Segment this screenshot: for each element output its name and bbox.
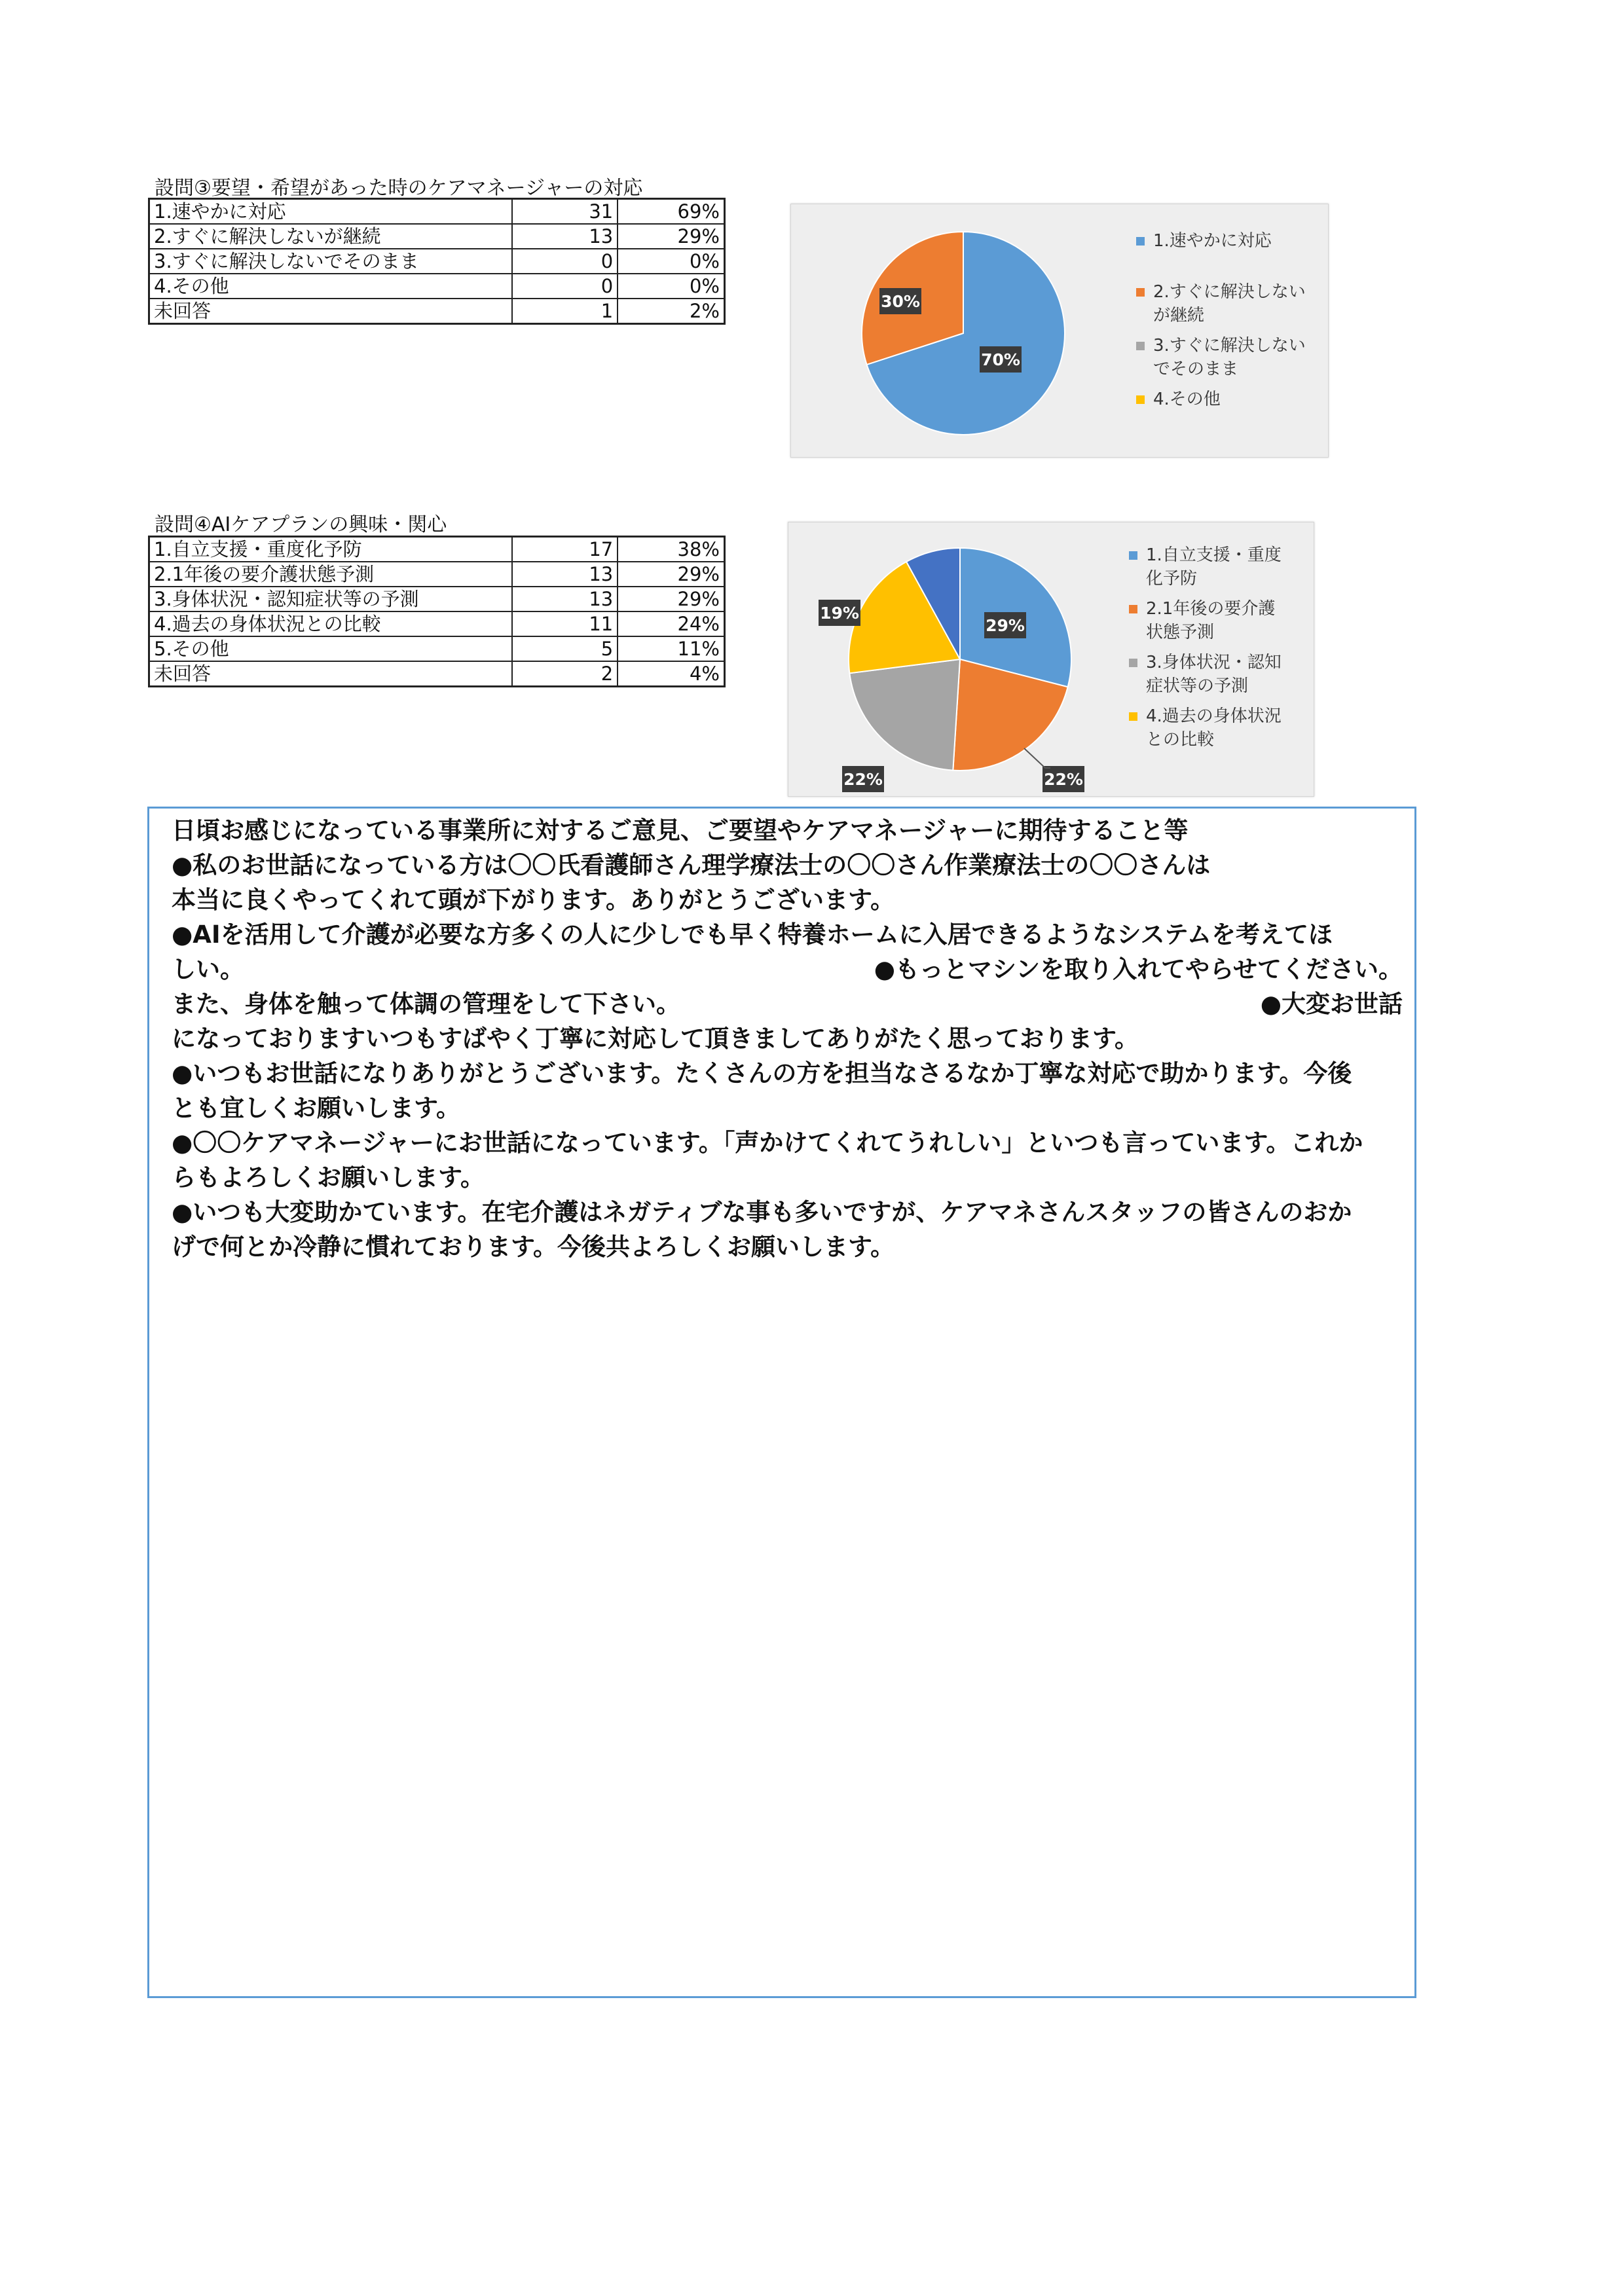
q4-row-pct: 29% [618,587,724,611]
q4-row-pct: 24% [618,611,724,636]
q3-row-label: 2.すぐに解決しないが継続 [149,224,513,249]
q3-row-pct: 69% [618,199,724,225]
q3-row-count: 13 [512,224,618,249]
q3-row-count: 1 [512,299,618,324]
comment-heading: 日頃お感じになっている事業所に対するご意見、ご要望やケアマネージャーに期待すること等 [172,816,1189,845]
legend-entry [1136,388,1320,411]
legend-swatch [1136,342,1145,350]
table-row [149,224,725,249]
legend-label: 4.その他 [1153,390,1221,409]
table-row [149,199,725,225]
legend-entry [1136,229,1320,253]
q3-row-pct: 0% [618,249,724,274]
q4-row-label: 1.自立支援・重度化予防 [149,537,513,562]
data-label [842,766,884,792]
table-row [149,249,725,274]
legend-entry [1129,704,1312,752]
legend-swatch [1129,659,1137,667]
legend-swatch [1136,288,1145,297]
table-row [149,274,725,299]
comment-fragment: また、身体を触って体調の管理をして下さい。 [172,990,680,1018]
q3-row-label: 4.その他 [149,274,513,299]
legend-swatch [1129,605,1137,613]
data-label [984,612,1026,638]
data-label [1043,766,1084,792]
legend-swatch [1136,237,1145,246]
q3-pie-chart [790,204,1329,458]
legend-label: 症状等の予測 [1146,676,1249,696]
q4-pie-chart [788,522,1314,797]
comment-line: とも宜しくお願いします。 [172,1094,461,1122]
q4-table [148,536,726,687]
table-row [149,587,725,611]
comment-line: げで何とか冷静に慣れております。今後共よろしくお願いします。 [172,1233,895,1261]
q3-row-count: 31 [512,199,618,225]
comment-fragment: ●大変お世話 [1260,990,1403,1018]
comment-line: ●私のお世話になっている方は〇〇氏看護師さん理学療法士の〇〇さん作業療法士の〇〇さんは [172,851,1211,879]
legend-entry [1129,543,1312,591]
legend-label: 3.すぐに解決しない [1153,336,1306,355]
data-label [819,600,860,626]
comment-line: 本当に良くやってくれて頭が下がります。ありがとうございます。 [172,886,895,914]
q4-row-count: 5 [512,636,618,661]
q4-row-label: 5.その他 [149,636,513,661]
q4-row-pct: 4% [618,661,724,687]
q4-row-count: 13 [512,587,618,611]
q4-row-count: 17 [512,537,618,562]
comment-line: ●〇〇ケアマネージャーにお世話になっています。「声かけてくれてうれしい」といつも言っています。これか [172,1129,1363,1157]
legend-label: 2.すぐに解決しない [1153,282,1306,302]
q3-table [148,198,726,325]
comment-fragment: ●もっとマシンを取り入れてやらせてください。 [874,955,1403,983]
q3-legend [1136,229,1320,418]
table-row [149,537,725,562]
table-row [149,299,725,324]
table-row [149,611,725,636]
legend-swatch [1129,551,1137,560]
q4-title: 設問④AIケアプランの興味・関心 [155,513,447,536]
pie-slice [849,659,960,771]
svg-text:22%: 22% [1044,770,1083,789]
legend-entry [1136,334,1320,381]
q3-title: 設問③要望・希望があった時のケアマネージャーの対応 [155,177,643,200]
comment-line [172,987,1403,1021]
q3-row-pct: 0% [618,274,724,299]
q4-row-label: 3.身体状況・認知症状等の予測 [149,587,513,611]
q4-row-label: 未回答 [149,661,513,687]
legend-swatch [1136,395,1145,404]
q4-row-pct: 29% [618,562,724,587]
svg-text:70%: 70% [981,350,1020,369]
legend-label: 化予防 [1146,569,1198,589]
legend-label: 1.速やかに対応 [1153,231,1272,251]
legend-label: との比較 [1146,730,1215,750]
svg-text:19%: 19% [820,604,859,623]
legend-entry [1129,651,1312,698]
legend-entry [1129,597,1312,644]
legend-label: 4.過去の身体状況 [1146,706,1282,726]
comment-line [172,952,1403,987]
table-row [149,562,725,587]
q3-row-label: 3.すぐに解決しないでそのまま [149,249,513,274]
comment-line: になっておりますいつもすばやく丁寧に対応して頂きましてありがたく思っております。 [172,1025,1139,1053]
legend-label: でそのまま [1153,359,1239,379]
legend-label: 2.1年後の要介護 [1146,599,1276,619]
q3-row-count: 0 [512,249,618,274]
legend-label: 状態予測 [1146,623,1215,642]
leader-line [1024,748,1050,768]
svg-text:22%: 22% [843,770,883,789]
q3-row-label: 未回答 [149,299,513,324]
svg-text:30%: 30% [881,292,920,311]
table-row [149,636,725,661]
comment-fragment: しい。 [172,955,244,983]
data-label [980,346,1022,373]
q4-row-pct: 11% [618,636,724,661]
legend-swatch [1129,712,1137,721]
legend-label: 1.自立支援・重度 [1146,545,1282,565]
legend-entry [1136,280,1320,327]
q4-row-pct: 38% [618,537,724,562]
q3-row-count: 0 [512,274,618,299]
comment-line: らもよろしくお願いします。 [172,1163,485,1192]
q4-row-count: 13 [512,562,618,587]
data-label [879,288,921,314]
q4-row-label: 2.1年後の要介護状態予測 [149,562,513,587]
legend-label: 3.身体状況・認知 [1146,653,1282,672]
q4-row-label: 4.過去の身体状況との比較 [149,611,513,636]
comment-line: ●いつもお世話になりありがとうございます。たくさんの方を担当なさるなか丁寧な対応で助かります。今後 [172,1059,1352,1087]
comment-text [172,813,1403,1264]
legend-label: が継続 [1153,306,1205,325]
q4-row-count: 11 [512,611,618,636]
q4-legend [1129,543,1312,758]
q3-row-label: 1.速やかに対応 [149,199,513,225]
q4-row-count: 2 [512,661,618,687]
q3-row-pct: 29% [618,224,724,249]
comment-line: ●いつも大変助かています。在宅介護はネガティブな事も多いですが、ケアマネさんスタッフの皆さんのおか [172,1198,1352,1226]
comment-line: ●AIを活用して介護が必要な方多くの人に少しでも早く特養ホームに入居できるようなシステムを考えてほ [172,920,1333,949]
svg-text:29%: 29% [986,616,1025,635]
q3-row-pct: 2% [618,299,724,324]
table-row [149,661,725,687]
